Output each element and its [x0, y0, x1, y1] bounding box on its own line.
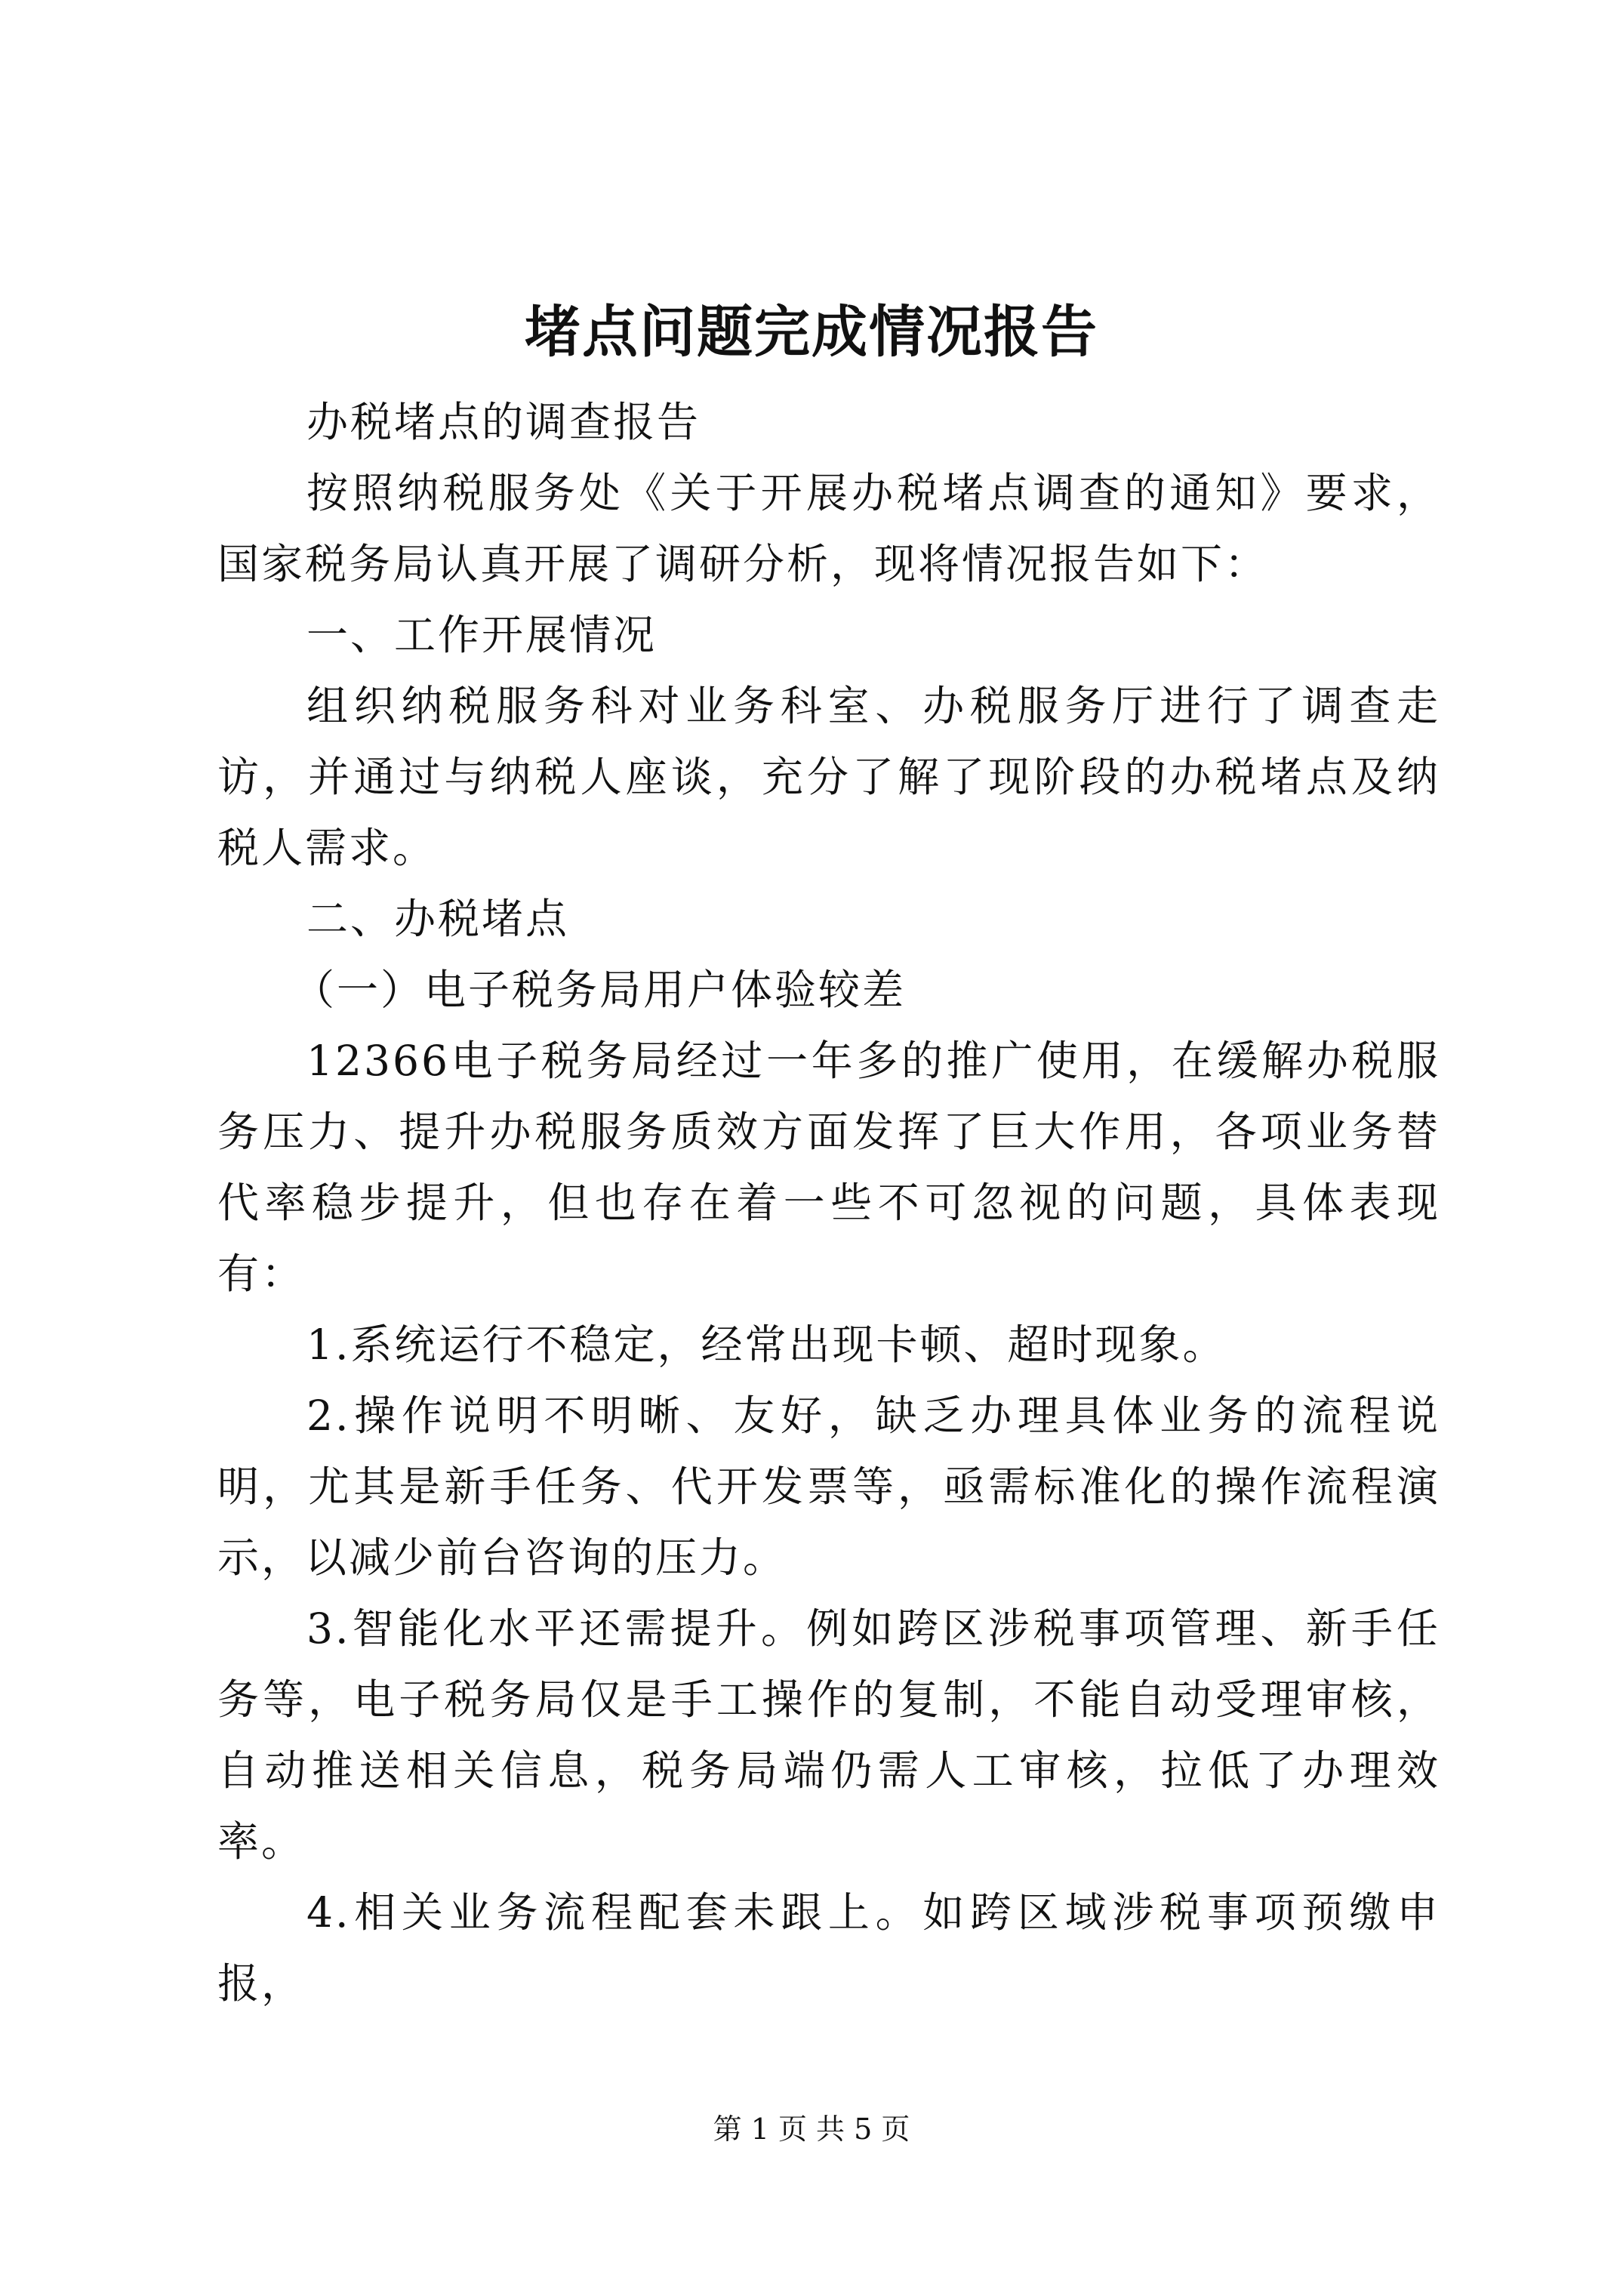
list-item-1: 1.系统运行不稳定，经常出现卡顿、超时现象。 [306, 1321, 1227, 1369]
list-item-2: 2.操作说明不明晰、友好，缺乏办理具体业务的流程说明，尤其是新手任务、代开发票等，亟需标准化的操作流程演示，以减少前台咨询的压力。 [217, 1391, 1440, 1582]
paragraph-intro: 按照纳税服务处《关于开展办税堵点调查的通知》要求，国家税务局认真开展了调研分析，现将情况报告如下： [217, 469, 1440, 588]
paragraph-work-progress: 组织纳税服务科对业务科室、办税服务厅进行了调查走访，并通过与纳税人座谈，充分了解了现阶段的办税堵点及纳税人需求。 [217, 682, 1440, 872]
paragraph-etax-overview: 12366电子税务局经过一年多的推广使用，在缓解办税服务压力、提升办税服务质效方面发挥了巨大作用，各项业务替代率稳步提升，但也存在着一些不可忽视的问题，具体表现有： [217, 1037, 1440, 1298]
list-item-4: 4.相关业务流程配套未跟上。如跨区域涉税事项预缴申报， [217, 1888, 1440, 2008]
section-heading-1: 一、工作开展情况 [306, 611, 658, 659]
paragraph-subtitle: 办税堵点的调查报告 [306, 398, 701, 446]
document-body [217, 387, 1440, 2019]
section-heading-2: 二、办税堵点 [306, 895, 570, 943]
document-title: 堵点问题完成情况报告 [525, 300, 1098, 365]
list-item-3: 3.智能化水平还需提升。例如跨区涉税事项管理、新手任务等，电子税务局仅是手工操作的复制，不能自动受理审核，自动推送相关信息，税务局端仍需人工审核，拉低了办理效率。 [217, 1604, 1440, 1866]
subsection-heading-1: （一）电子税务局用户体验较差 [293, 966, 907, 1014]
page-footer: 第 1 页 共 5 页 [713, 2113, 910, 2146]
